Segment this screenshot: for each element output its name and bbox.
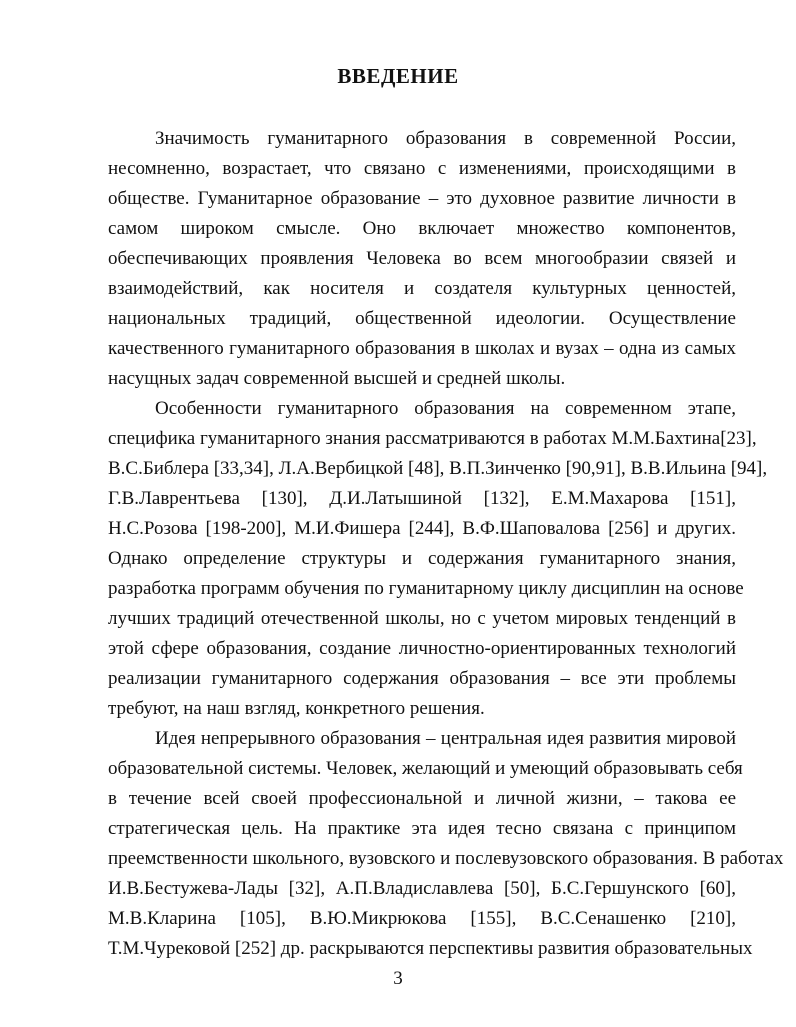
text-line: В.С.Библера [33,34], Л.А.Вербицкой [48], В.П.Зинченко [90,91], В.В.Ильина [94], [108,458,768,479]
text-line: Г.В.Лаврентьева [130], Д.И.Латышиной [132], Е.М.Махарова [151], [108,488,736,509]
paragraph-2 [108,394,768,724]
text-line: образовательной системы. Человек, желающий и умеющий образовывать себя [108,758,743,779]
text-line: этой сфере образования, создание личностно-ориентированных технологий [108,638,736,659]
body-text [108,124,784,964]
text-line: взаимодействий, как носителя и создателя культурных ценностей, [108,278,736,299]
text-line: несомненно, возрастает, что связано с изменениями, происходящими в [108,158,736,179]
text-line: разработка программ обучения по гуманитарному циклу дисциплин на основе [108,578,744,599]
text-line: в течение всей своей профессиональной и личной жизни, – такова ее [108,788,736,809]
text-line: самом широком смысле. Оно включает множество компонентов, [108,218,736,239]
page-number: 3 [393,968,403,989]
text-line: Однако определение структуры и содержания гуманитарного знания, [108,548,736,569]
text-line: национальных традиций, общественной идеологии. Осуществление [108,308,736,329]
text-line: Идея непрерывного образования – центральная идея развития мировой [155,728,736,749]
text-line: лучших традиций отечественной школы, но с учетом мировых тенденций в [108,608,736,629]
text-line: М.В.Кларина [105], В.Ю.Микрюкова [155], В.С.Сенашенко [210], [108,908,736,929]
page-title: ВВЕДЕНИЕ [337,64,459,88]
text-line: насущных задач современной высшей и средней школы. [108,368,566,389]
text-line: требуют, на наш взгляд, конкретного решения. [108,698,485,719]
text-line: реализации гуманитарного содержания образования – все эти проблемы [108,668,736,689]
text-line: стратегическая цель. На практике эта идея тесно связана с принципом [108,818,736,839]
paragraph-3 [108,724,784,964]
text-line: Т.М.Чурековой [252] др. раскрываются перспективы развития образовательных [108,938,753,959]
text-line: специфика гуманитарного знания рассматриваются в работах М.М.Бахтина[23], [108,428,757,449]
text-line: обеспечивающих проявления Человека во всем многообразии связей и [108,248,736,269]
text-line: Особенности гуманитарного образования на современном этапе, [155,398,736,419]
text-line: И.В.Бестужева-Лады [32], А.П.Владиславлева [50], Б.С.Гершунского [60], [108,878,736,899]
text-line: Значимость гуманитарного образования в современной России, [155,128,736,149]
text-line: Н.С.Розова [198-200], М.И.Фишера [244], В.Ф.Шаповалова [256] и других. [108,518,736,539]
text-line: преемственности школьного, вузовского и послевузовского образования. В работах [108,848,784,869]
text-line: обществе. Гуманитарное образование – это духовное развитие личности в [108,188,736,209]
text-line: качественного гуманитарного образования в школах и вузах – одна из самых [108,338,736,359]
paragraph-1 [108,124,736,394]
